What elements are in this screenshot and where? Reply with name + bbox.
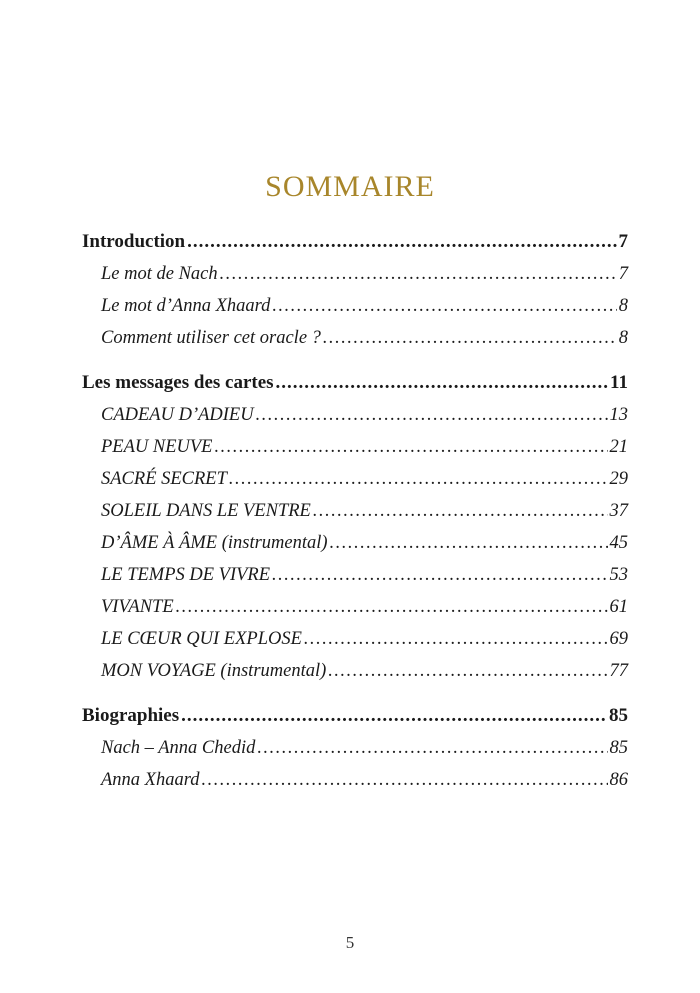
- dot-leader: [328, 655, 607, 687]
- toc-entry-label: CADEAU D’ADIEU: [101, 405, 254, 425]
- toc-entry[interactable]: [82, 559, 628, 591]
- toc-entry-label: PEAU NEUVE: [101, 437, 213, 457]
- toc-entry-page: 7: [618, 264, 628, 284]
- toc-entry[interactable]: [82, 431, 628, 463]
- toc-entry-page: 45: [609, 533, 628, 553]
- dot-leader: [220, 258, 617, 290]
- toc-entry-page: 13: [609, 405, 628, 425]
- toc-entry-label: Le mot d’Anna Xhaard: [101, 296, 271, 316]
- dot-leader: [202, 764, 608, 796]
- toc-entry[interactable]: [82, 655, 628, 687]
- toc-entry-page: 29: [609, 469, 628, 489]
- dot-leader: [215, 431, 608, 463]
- dot-leader: [304, 623, 608, 655]
- toc-section-messages: [82, 367, 628, 687]
- toc-entry-page: 53: [609, 565, 628, 585]
- dot-leader: [272, 290, 616, 322]
- toc-entry-page: 85: [609, 705, 628, 726]
- dot-leader: [330, 527, 608, 559]
- toc-entry-label: Biographies: [82, 705, 180, 726]
- dot-leader: [229, 463, 608, 495]
- toc-section-biographies: [82, 700, 628, 796]
- dot-leader: [176, 591, 608, 623]
- dot-leader: [323, 322, 617, 354]
- toc-entry[interactable]: [82, 732, 628, 764]
- toc-entry-label: SACRÉ SECRET: [101, 469, 227, 489]
- toc-entry[interactable]: [82, 591, 628, 623]
- dot-leader: [257, 732, 607, 764]
- toc-entry-page: 86: [609, 770, 628, 790]
- toc-entry-label: Nach – Anna Chedid: [101, 738, 256, 758]
- toc-entry-page: 11: [610, 372, 628, 393]
- toc-entry-page: 69: [609, 629, 628, 649]
- toc-entry-label: Introduction: [82, 231, 186, 252]
- toc-entry-page: 21: [609, 437, 628, 457]
- toc-entry[interactable]: [82, 764, 628, 796]
- toc-entry-page: 61: [609, 597, 628, 617]
- dot-leader: [272, 559, 607, 591]
- toc-entry-page: 85: [609, 738, 628, 758]
- toc-entry-label: Les messages des cartes: [82, 372, 274, 393]
- toc-entry-page: 8: [618, 296, 628, 316]
- toc-entry-label: MON VOYAGE (instrumental): [101, 661, 327, 681]
- toc-entry[interactable]: [82, 623, 628, 655]
- toc-entry-page: 8: [618, 328, 628, 348]
- page-number: 5: [345, 933, 355, 952]
- toc-entry[interactable]: [82, 226, 628, 258]
- toc-entry[interactable]: [82, 322, 628, 354]
- toc-entry[interactable]: [82, 367, 628, 399]
- toc-entry-label: LE TEMPS DE VIVRE: [101, 565, 271, 585]
- page-title: SOMMAIRE: [265, 170, 435, 204]
- toc-entry[interactable]: [82, 399, 628, 431]
- toc-entry[interactable]: [82, 700, 628, 732]
- toc-entry-label: Comment utiliser cet oracle ?: [101, 328, 321, 348]
- toc-entry-page: 77: [609, 661, 628, 681]
- toc-entry-page: 7: [618, 231, 628, 252]
- toc-entry-page: 37: [609, 501, 628, 521]
- toc-entry[interactable]: [82, 258, 628, 290]
- toc-entry[interactable]: [82, 527, 628, 559]
- toc-entry[interactable]: [82, 290, 628, 322]
- toc-entry-label: Anna Xhaard: [101, 770, 200, 790]
- toc-section-introduction: [82, 226, 628, 354]
- dot-leader: [181, 700, 607, 732]
- dot-leader: [187, 226, 616, 258]
- table-of-contents: [82, 226, 628, 809]
- toc-entry-label: D’ÂME À ÂME (instrumental): [101, 533, 328, 553]
- toc-entry-label: SOLEIL DANS LE VENTRE: [101, 501, 311, 521]
- toc-entry-label: Le mot de Nach: [101, 264, 218, 284]
- toc-entry-label: LE CŒUR QUI EXPLOSE: [101, 629, 302, 649]
- toc-entry-label: VIVANTE: [101, 597, 174, 617]
- dot-leader: [313, 495, 608, 527]
- dot-leader: [256, 399, 608, 431]
- toc-entry[interactable]: [82, 463, 628, 495]
- toc-entry[interactable]: [82, 495, 628, 527]
- dot-leader: [276, 367, 609, 399]
